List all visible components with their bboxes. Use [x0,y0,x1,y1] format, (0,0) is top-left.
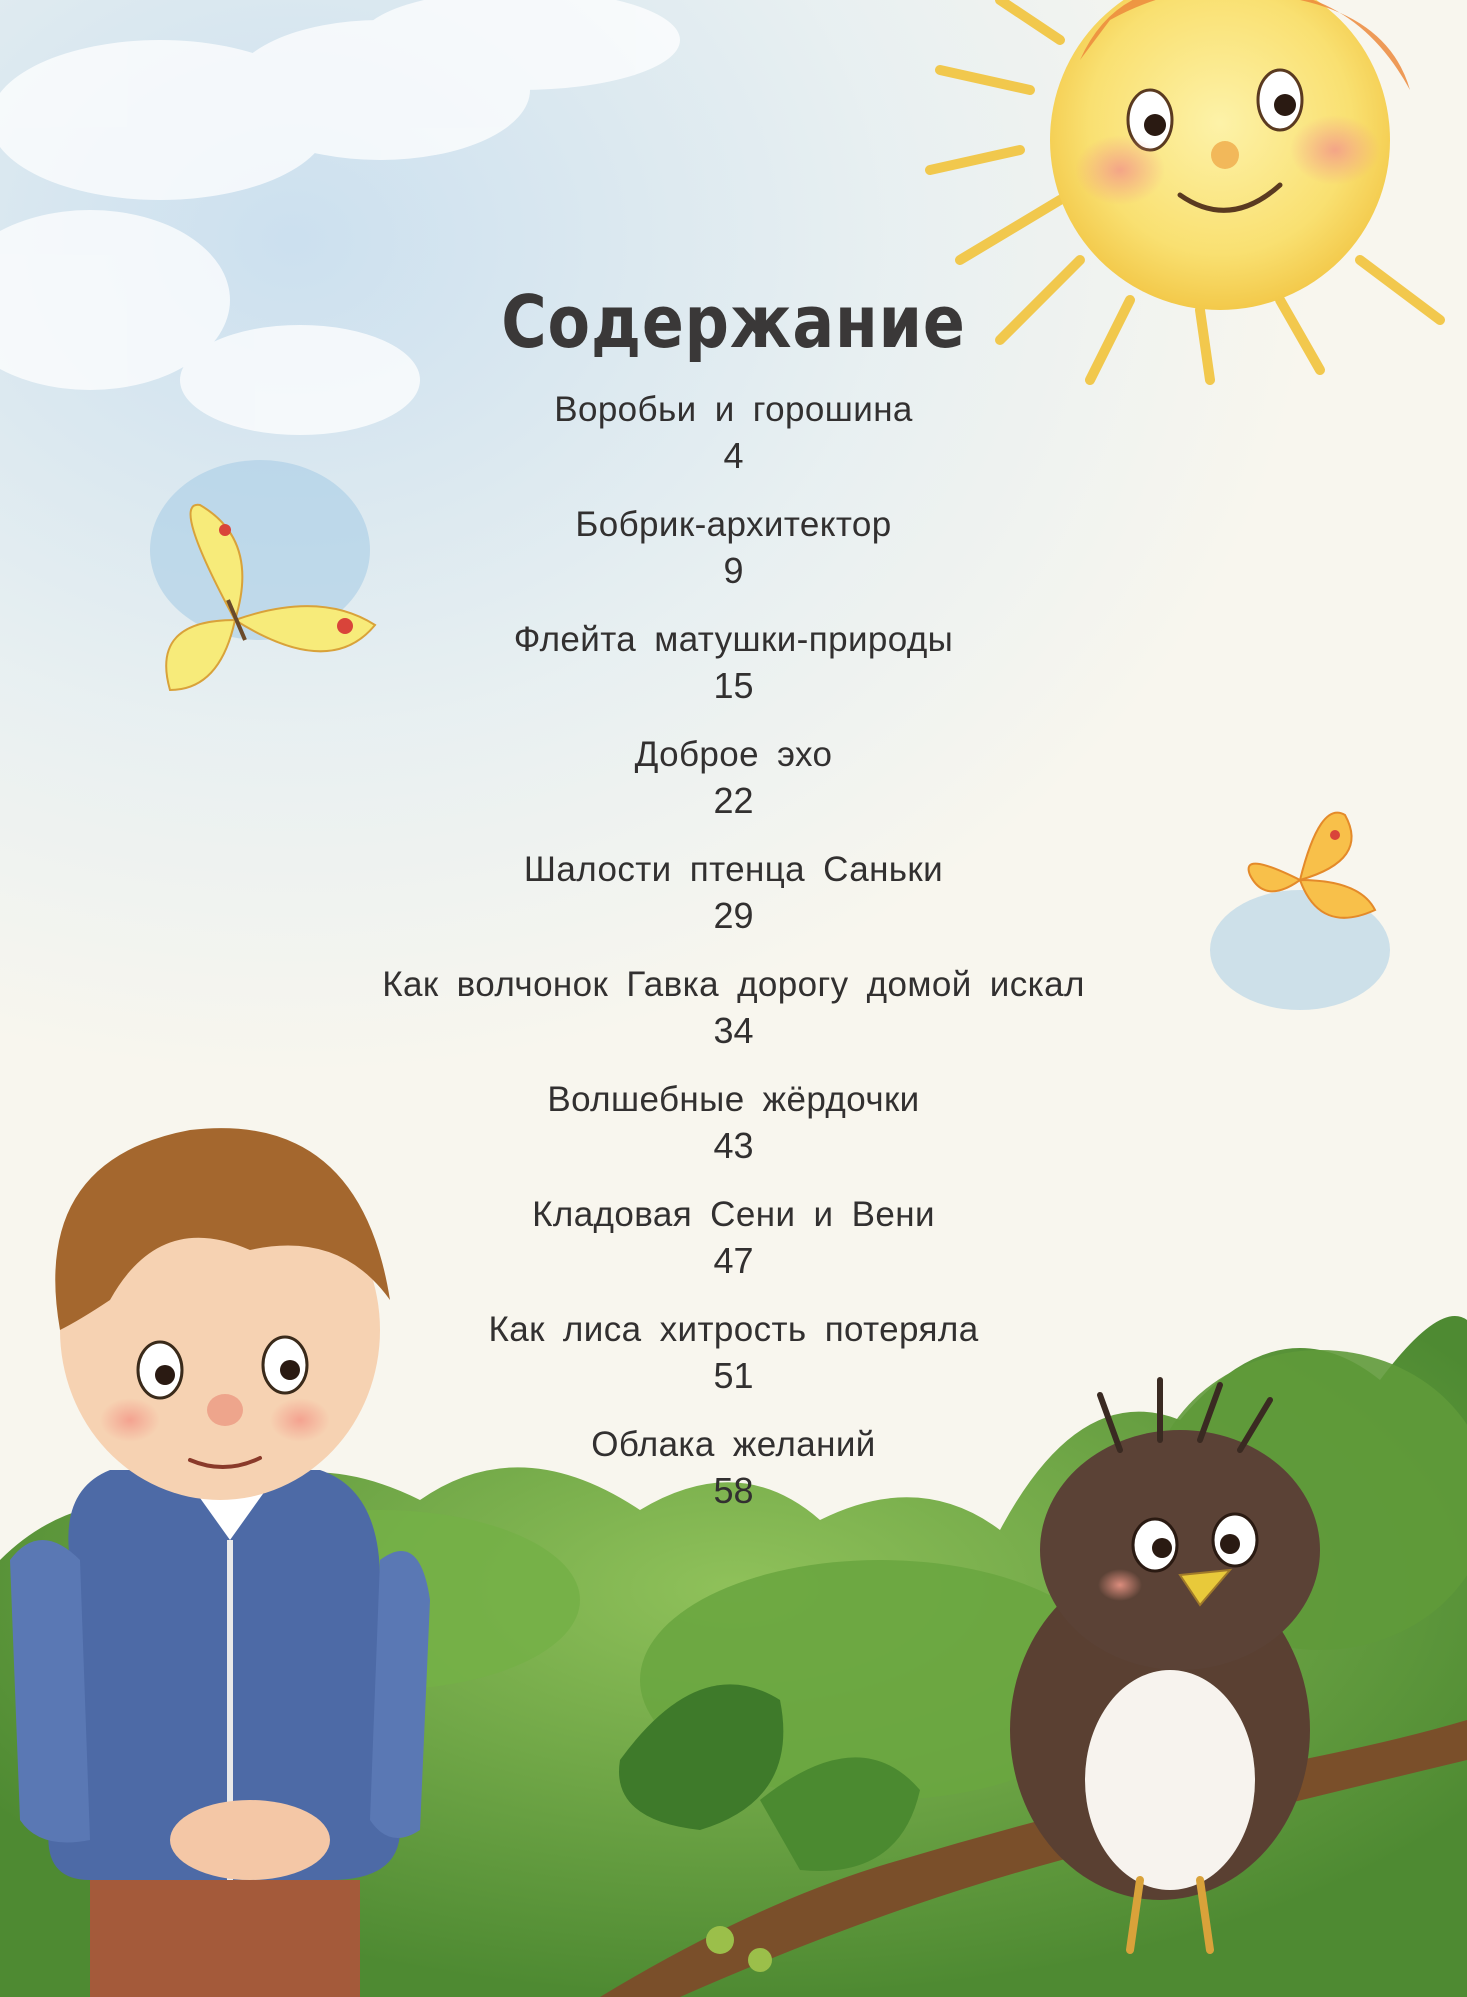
toc-entry[interactable] [0,963,1467,1078]
toc-entry[interactable] [0,1308,1467,1423]
toc-entry-title: Как лиса хитрость потеряла [488,1310,979,1349]
toc-entry-page: 47 [713,1240,754,1281]
toc-entry[interactable] [0,1423,1467,1538]
toc-entry-page: 34 [713,1010,754,1051]
toc-entry-title: Волшебные жёрдочки [547,1080,920,1119]
toc-entry[interactable] [0,733,1467,848]
toc-entry-title: Воробьи и горошина [554,390,913,429]
table-of-contents [0,388,1467,1538]
toc-entry-page: 15 [713,665,754,706]
page-title: Содержание [501,280,966,365]
toc-entry-page: 43 [713,1125,754,1166]
toc-entry-title: Облака желаний [591,1425,876,1464]
toc-entry[interactable] [0,618,1467,733]
toc-entry-page: 58 [713,1470,754,1511]
toc-entry-title: Флейта матушки-природы [513,620,954,659]
toc-entry-title: Доброе эхо [634,735,833,774]
toc-entry-page: 29 [713,895,754,936]
toc-entry[interactable] [0,1193,1467,1308]
toc-entry-page: 51 [713,1355,754,1396]
toc-entry[interactable] [0,848,1467,963]
toc-entry-page: 22 [713,780,754,821]
toc-entry-title: Кладовая Сени и Вени [532,1195,935,1234]
toc-entry[interactable] [0,503,1467,618]
toc-entry-title: Шалости птенца Саньки [523,850,944,889]
toc-entry-title: Бобрик-архитектор [575,505,892,544]
toc-entry-page: 9 [723,550,744,591]
toc-entry-page: 4 [723,435,744,476]
toc-entry[interactable] [0,388,1467,503]
toc-entry[interactable] [0,1078,1467,1193]
toc-entry-title: Как волчонок Гавка дорогу домой искал [382,965,1085,1004]
